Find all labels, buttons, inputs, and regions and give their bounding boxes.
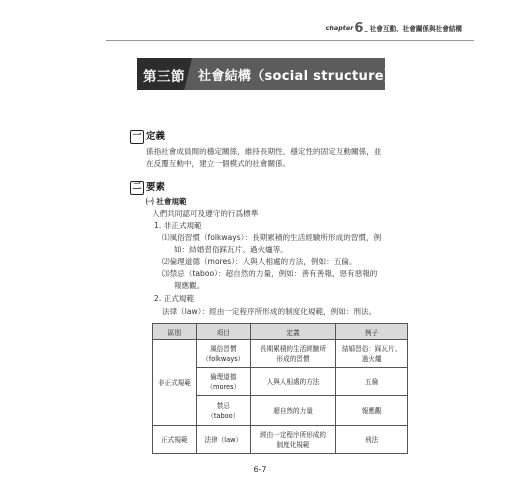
item-cell: 法律（law） xyxy=(196,426,250,454)
definition-marker: 一 xyxy=(130,130,144,144)
table-header-row xyxy=(153,324,408,340)
folkways-line-1: ⑴風俗習慣（folkways）：長期累積的生活經驗所形成的習慣，例 xyxy=(162,233,382,242)
elements-marker: 二 xyxy=(130,181,144,195)
definition-cell: 長期累積的生活經驗所 形成的習慣 xyxy=(250,340,336,368)
social-norms-heading: ㈠ 社會規範 xyxy=(146,197,187,206)
chapter-label: chapter xyxy=(325,24,354,32)
elements-heading xyxy=(130,179,165,195)
header-category: 區別 xyxy=(153,324,197,340)
law-line: 法律（law）：經由一定程序所形成的制度化規範，例如：刑法。 xyxy=(162,307,377,316)
definition-line-2: 在反覆互動中，建立一個模式的社會關係。 xyxy=(146,159,291,168)
item-cell: 倫理道德 （mores） xyxy=(196,368,250,396)
header-separator: _ xyxy=(364,24,368,32)
header-example: 例子 xyxy=(336,324,408,340)
running-header xyxy=(326,20,462,36)
informal-norms-title: 1. 非正式規範 xyxy=(154,221,202,230)
chapter-number: 6 xyxy=(354,20,364,36)
example-cell: 結婚習俗：踩瓦片、 過火爐 xyxy=(336,340,408,368)
table-row xyxy=(153,426,408,454)
section-title: 社會結構（social structure） xyxy=(198,69,398,84)
definition-heading-label: 定義 xyxy=(146,131,166,142)
definition-line-1: 係指社會成員間的穩定關係，維持長期性、穩定性的固定互動關係，並 xyxy=(146,147,382,156)
category-cell: 非正式規範 xyxy=(153,340,197,426)
definition-heading xyxy=(130,128,165,144)
category-cell: 正式規範 xyxy=(153,426,197,454)
example-cell: 五倫 xyxy=(336,368,408,396)
definition-cell: 超自然的力量 xyxy=(250,396,336,426)
mores-line: ⑵倫理道德（mores）：人與人相處的方法，例如：五倫。 xyxy=(162,257,357,266)
folkways-line-2: 如：結婚習俗踩瓦片、過火爐等。 xyxy=(174,245,288,254)
definition-cell: 人與人相處的方法 xyxy=(250,368,336,396)
item-cell: 風俗習慣 （folkways） xyxy=(196,340,250,368)
definition-cell: 經由一定程序所形成的 制度化規範 xyxy=(250,426,336,454)
page-number: 6-7 xyxy=(253,465,267,474)
header-definition: 定義 xyxy=(250,324,336,340)
header-item: 項目 xyxy=(196,324,250,340)
section-number: 第三節 xyxy=(143,69,185,85)
taboo-line-1: ⑶禁忌（taboo）：超自然的力量，例如：善有善報、惡有惡報的 xyxy=(162,269,378,278)
example-cell: 刑法 xyxy=(336,426,408,454)
example-cell: 報應觀 xyxy=(336,396,408,426)
item-cell: 禁忌 （taboo） xyxy=(196,396,250,426)
taboo-line-2: 報應觀。 xyxy=(174,281,205,290)
norms-table xyxy=(152,323,408,454)
elements-heading-label: 要素 xyxy=(146,182,166,193)
table-row xyxy=(153,340,408,368)
formal-norms-title: 2. 正式規範 xyxy=(154,294,195,303)
header-rule xyxy=(106,40,474,41)
chapter-title: 社會互動、社會關係與社會結構 xyxy=(369,25,462,33)
social-norms-desc: 人們共同認可及遵守的行爲標準 xyxy=(152,209,259,218)
